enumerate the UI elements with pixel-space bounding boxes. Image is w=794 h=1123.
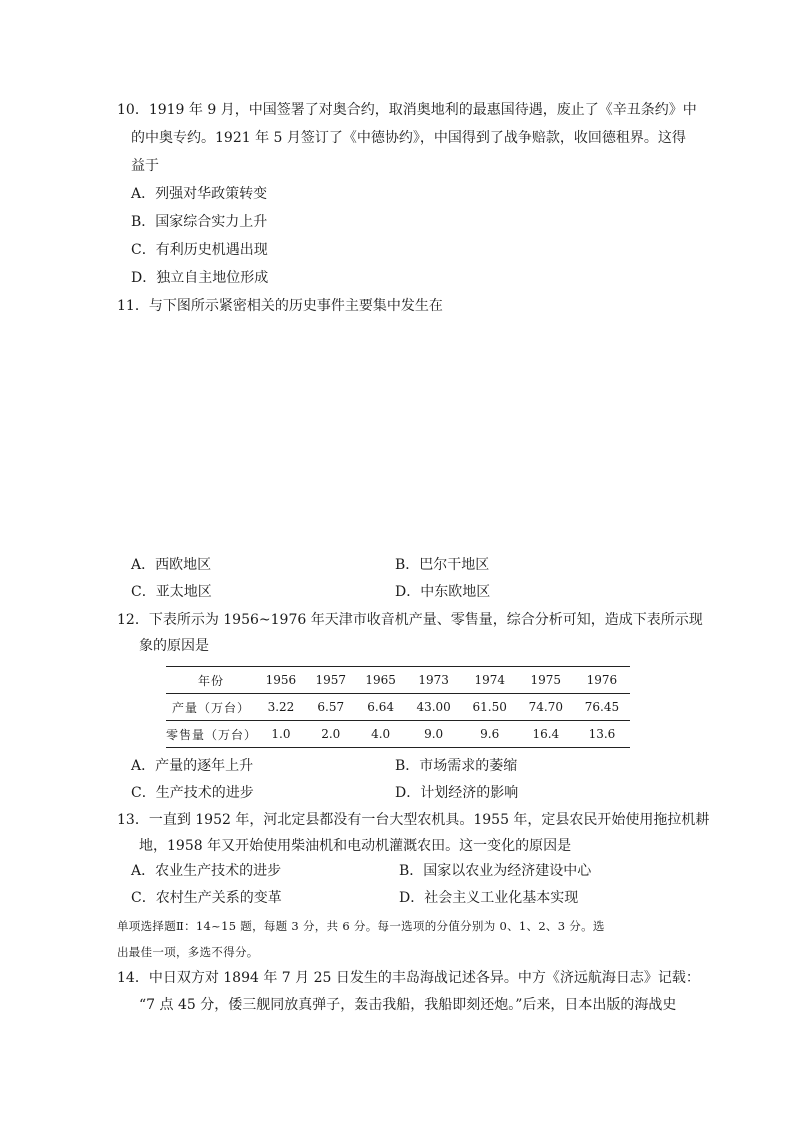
q14-stem-line1: 14．中日双方对 1894 年 7 月 25 日发生的丰岛海战记述各异。中方《济远航海日志》记载： [117, 970, 700, 986]
table-cell: 3.22 [256, 694, 306, 721]
table-cell: 6.64 [356, 694, 406, 721]
q11-option-b: B．巴尔干地区 [395, 557, 490, 573]
q13-option-c: C．农村生产关系的变革 [131, 890, 282, 906]
q10-option-a: A．列强对华政策转变 [131, 186, 268, 202]
q10-option-c: C．有利历史机遇出现 [131, 242, 268, 258]
q11-stem: 11．与下图所示紧密相关的历史事件主要集中发生在 [117, 298, 443, 314]
table-header-cell: 年份 [166, 667, 256, 694]
table-header-cell: 1975 [518, 667, 574, 694]
q10-stem-line3: 益于 [131, 158, 159, 174]
q12-option-d: D．计划经济的影响 [395, 785, 519, 801]
q13-option-b: B．国家以农业为经济建设中心 [399, 863, 592, 879]
table-header-cell: 1974 [462, 667, 518, 694]
table-cell: 6.57 [306, 694, 356, 721]
table-cell: 61.50 [462, 694, 518, 721]
table-cell: 零售量（万台） [166, 721, 256, 748]
section-heading-line2: 出最佳一项，多选不得分。 [117, 945, 259, 959]
section-heading-line1: 单项选择题Ⅱ：14~15 题，每题 3 分，共 6 分。每一选项的分值分别为 0、1、2、3 分。选 [117, 919, 605, 933]
table-cell: 2.0 [306, 721, 356, 748]
q13-option-a: A．农业生产技术的进步 [131, 863, 282, 879]
q11-option-d: D．中东欧地区 [395, 584, 491, 600]
q12-option-a: A．产量的逐年上升 [131, 758, 254, 774]
q10-option-d: D．独立自主地位形成 [131, 270, 269, 286]
table-cell: 9.0 [406, 721, 462, 748]
q13-stem-line1: 13．一直到 1952 年，河北定县都没有一台大型农机具。1955 年，定县农民开始使用拖拉机耕 [117, 812, 710, 828]
q10-option-b: B．国家综合实力上升 [131, 214, 268, 230]
radio-production-table [166, 666, 630, 748]
q12-stem-line1: 12．下表所示为 1956~1976 年天津市收音机产量、零售量，综合分析可知，造成下表所示现 [117, 612, 703, 628]
table-cell: 16.4 [518, 721, 574, 748]
table-row [166, 694, 630, 721]
table-header-cell: 1957 [306, 667, 356, 694]
q11-figure-area [131, 324, 671, 544]
table-cell: 产量（万台） [166, 694, 256, 721]
q14-stem-line2: “7 点 45 分，倭三舰同放真弹子，轰击我船，我船即刻还炮。”后来，日本出版的海战史 [139, 997, 677, 1013]
q12-stem-line2: 象的原因是 [139, 638, 209, 654]
table-header-cell: 1965 [356, 667, 406, 694]
table-cell: 43.00 [406, 694, 462, 721]
table-header-cell: 1956 [256, 667, 306, 694]
table-header-cell: 1976 [574, 667, 630, 694]
table-cell: 74.70 [518, 694, 574, 721]
q10-stem-line1: 10．1919 年 9 月，中国签署了对奥合约，取消奥地利的最惠国待遇，废止了《辛丑条约》中 [117, 102, 697, 118]
table-row [166, 721, 630, 748]
q11-option-c: C．亚太地区 [131, 584, 212, 600]
table-cell: 9.6 [462, 721, 518, 748]
table-cell: 13.6 [574, 721, 630, 748]
q13-stem-line2: 地，1958 年又开始使用柴油机和电动机灌溉农田。这一变化的原因是 [139, 838, 572, 854]
table-header-cell: 1973 [406, 667, 462, 694]
table-header-row [166, 667, 630, 694]
table-cell: 76.45 [574, 694, 630, 721]
q12-option-b: B．市场需求的萎缩 [395, 758, 518, 774]
q11-option-a: A．西欧地区 [131, 557, 212, 573]
table-cell: 4.0 [356, 721, 406, 748]
q10-stem-line2: 的中奥专约。1921 年 5 月签订了《中德协约》，中国得到了战争赔款，收回德租界。这得 [131, 130, 686, 146]
q12-option-c: C．生产技术的进步 [131, 785, 254, 801]
q13-option-d: D．社会主义工业化基本实现 [399, 890, 579, 906]
table-cell: 1.0 [256, 721, 306, 748]
